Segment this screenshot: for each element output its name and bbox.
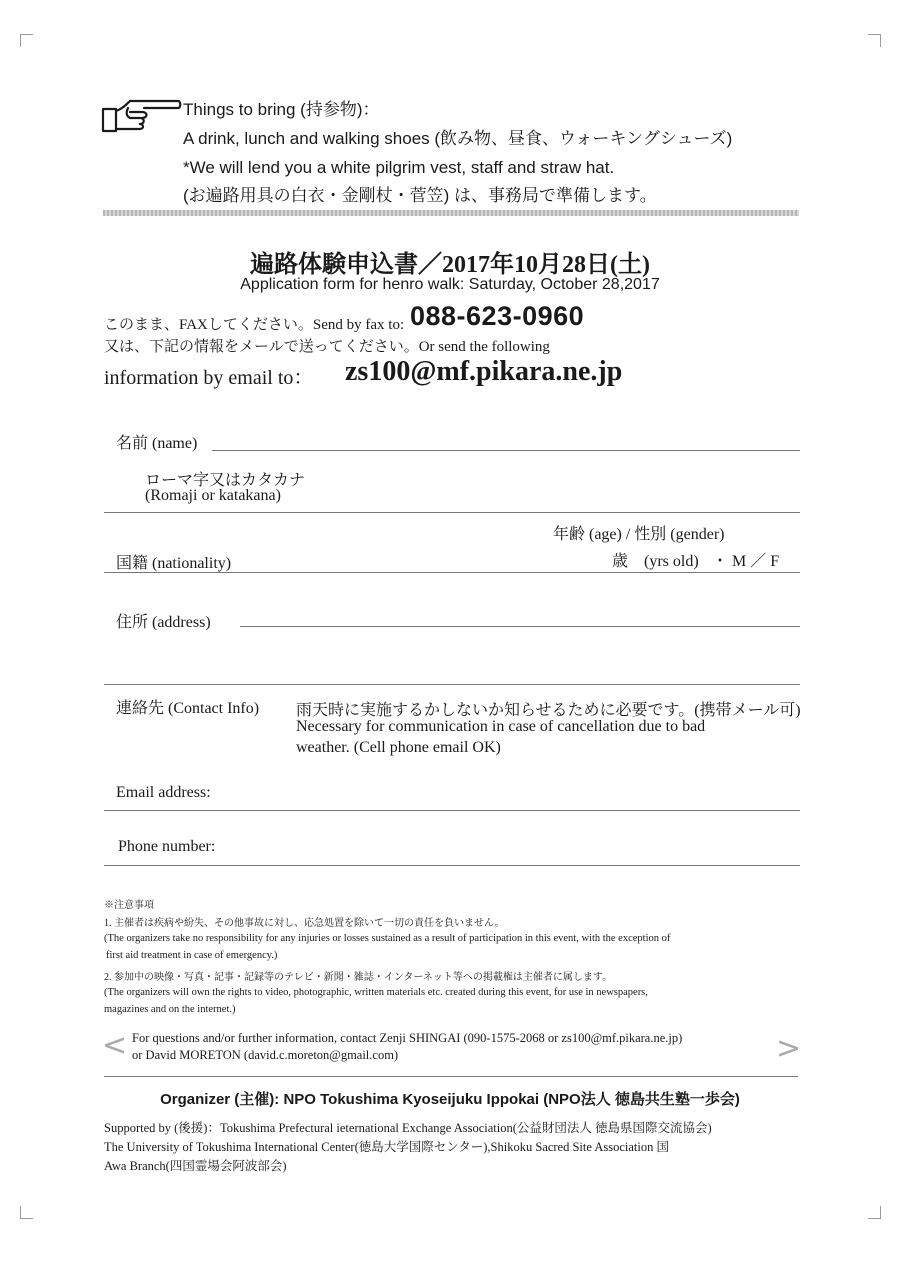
left-chevron-icon: < [102,1028,128,1063]
note-2-en-2: magazines and on the internet.) [104,1004,236,1015]
contact-label: 連絡先 (Contact Info) [116,700,260,717]
notes-heading: ※注意事項 [104,900,154,911]
questions-line-1: For questions and/or further information, contact Zenji SHINGAI (090-1575-2068 or zs100@mf.pikara.ne.jp) [132,1031,683,1045]
crop-mark-bottom-left [20,1206,33,1219]
supported-by-2: The University of Tokushima International Center(徳島大学国際センター),Shikoku Sacred Site Association 国 [104,1140,669,1154]
section-divider [103,210,799,216]
address-label: 住所 (address) [116,614,211,631]
name-section-line [104,512,800,513]
name-hint-jp: ローマ字又はカタカナ [145,472,306,489]
note-1-en-1: (The organizers take no responsibility for any injuries or losses sustained as a result of participation in this event, with the exception of [104,933,671,944]
things-to-bring-items: A drink, lunch and walking shoes (飲み物、昼食、ウォーキングシューズ) [183,129,733,148]
fax-number: 088-623-0960 [410,301,585,331]
name-field-line[interactable] [212,450,800,451]
contact-note-jp: 雨天時に実施するかしないか知らせるために必要です。(携帯メール可) [296,702,801,719]
lend-note: *We will lend you a white pilgrim vest, staff and straw hat. [183,158,615,177]
organizer: Organizer (主催): NPO Tokushima Kyoseijuku Ippokai (NPO法人 徳島共生塾一歩会) [160,1091,740,1108]
email-address-label: Email address: [116,784,211,801]
note-2-en-1: (The organizers will own the rights to video, photographic, written materials etc. created during this event, for use in newspapers, [104,987,648,998]
lend-note-jp: (お遍路用具の白衣・金剛杖・菅笠) は、事務局で準備します。 [183,186,657,205]
nationality-label: 国籍 (nationality) [116,555,232,572]
phone-number-label: Phone number: [118,838,216,855]
gender-options[interactable]: ・ M ／ F [712,553,780,570]
address-field-line[interactable] [240,626,800,627]
phone-field-line[interactable] [104,865,800,866]
email-instruction-2: information by email to： [104,367,314,389]
right-chevron-icon: > [776,1031,802,1066]
email-field-line[interactable] [104,810,800,811]
form-title-en: Application form for henro walk: Saturday, October 28,2017 [240,276,660,293]
note-1-jp: 1. 主催者は疾病や紛失、その他事故に対し、応急処置を除いて一切の責任を負いません。 [104,918,505,929]
name-label: 名前 (name) [116,435,198,452]
email-instruction-1: 又は、下記の情報をメールで送ってください。Or send the following [104,339,550,355]
contact-note-en-2: weather. (Cell phone email OK) [296,739,501,756]
fax-instruction: このまま、FAXしてください。Send by fax to: [104,317,405,333]
pointing-hand-icon [100,96,182,145]
submission-email[interactable]: zs100@mf.pikara.ne.jp [345,356,623,387]
contact-note-en-1: Necessary for communication in case of cancellation due to bad [296,718,706,735]
age-gender-label: 年齢 (age) / 性別 (gender) [553,526,725,543]
crop-mark-top-left [20,34,33,47]
things-to-bring-heading: Things to bring (持参物)： [183,100,380,119]
supported-by-3: Awa Branch(四国霊場会阿波部会) [104,1159,287,1173]
crop-mark-bottom-right [868,1206,881,1219]
name-hint-en: (Romaji or katakana) [145,487,281,504]
supported-by-1: Supported by (後援)：Tokushima Prefectural ieternational Exchange Association(公益財団法人 徳島県国際交流協会) [104,1121,712,1135]
note-2-jp: 2. 参加中の映像・写真・記事・記録等のテレビ・新聞・雑誌・インターネット等への掲載権は主催者に属します。 [104,972,613,983]
form-title-jp: 遍路体験申込書／2017年10月28日(土) [250,252,650,278]
questions-line-2: or David MORETON (david.c.moreton@gmail.com) [132,1048,399,1062]
age-unit[interactable]: 歳 (yrs old) [612,553,699,570]
footer-line [104,1076,798,1077]
contact-top-line [104,684,800,685]
crop-mark-top-right [868,34,881,47]
note-1-en-2: first aid treatment in case of emergency.) [106,950,278,961]
nationality-line[interactable] [104,572,800,573]
